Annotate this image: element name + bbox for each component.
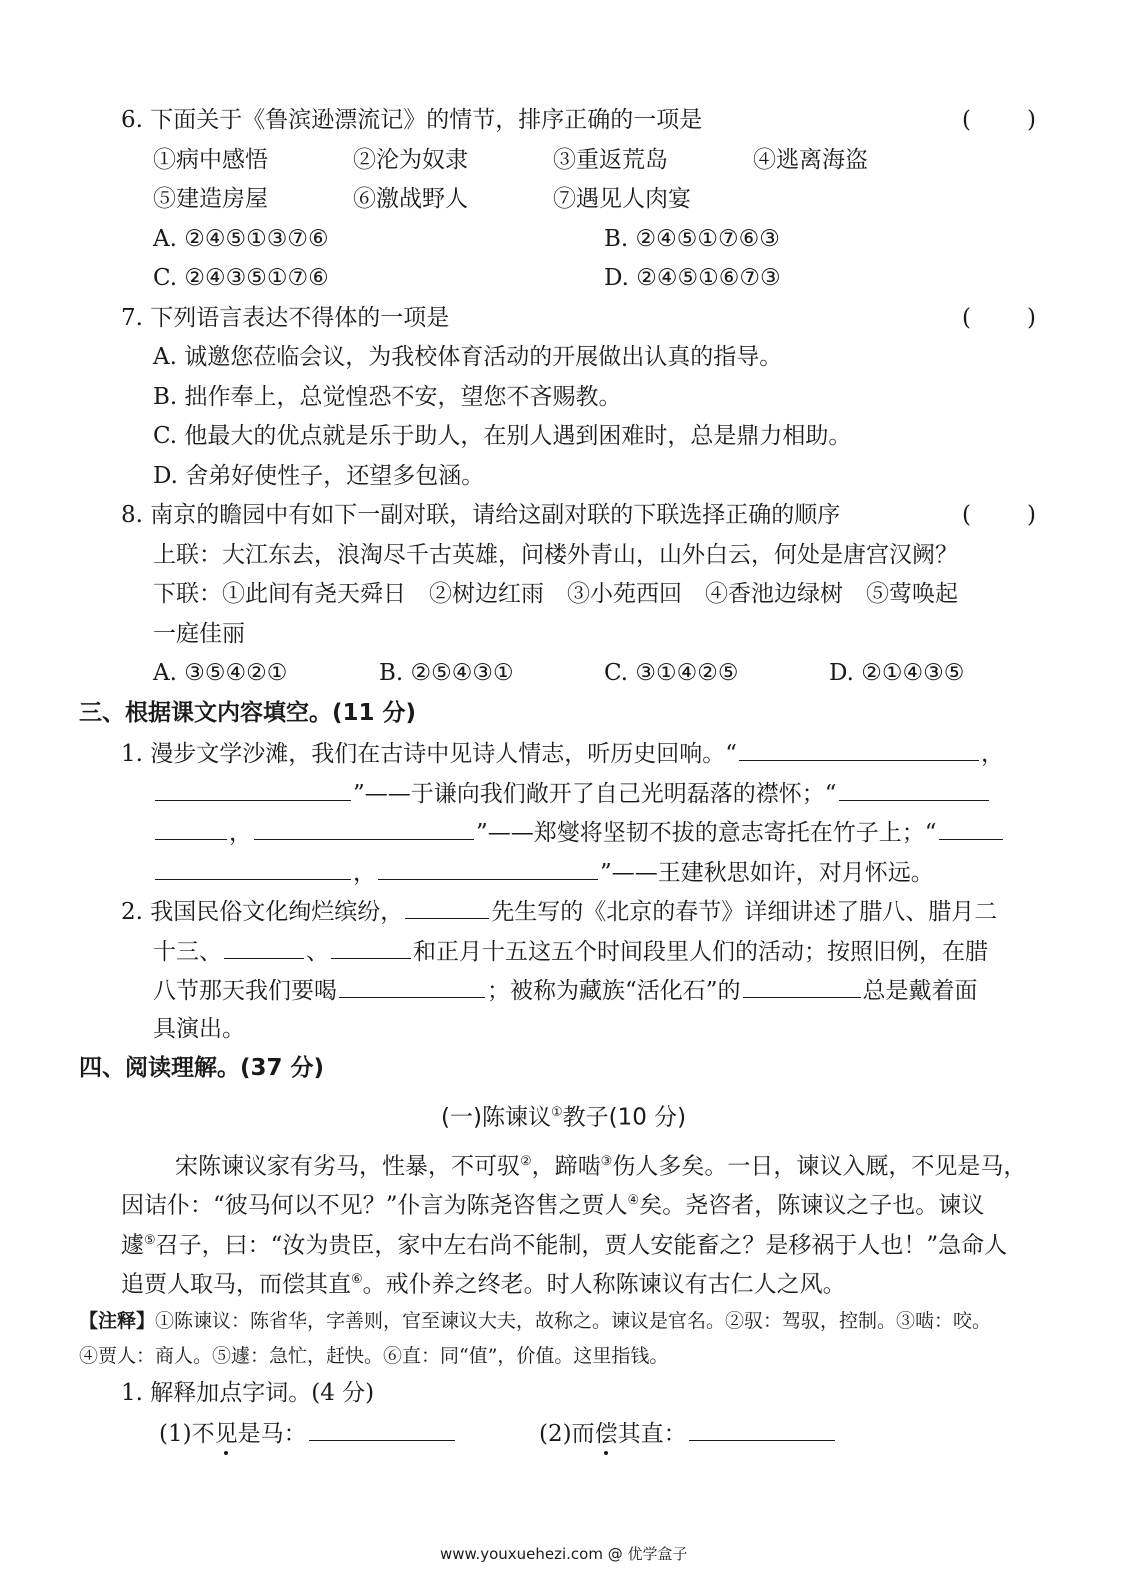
s3-q2-text: 十三、	[153, 939, 222, 965]
passage-title	[441, 1097, 686, 1134]
s3-q1-line3	[153, 815, 1005, 849]
s3-q1-text: ，	[229, 820, 252, 846]
s3-q2-text: 具演出。	[153, 1016, 245, 1042]
q7-option-c: C. 他最大的优点就是乐于助人，在别人遇到困难时，总是鼎力相助。	[153, 423, 852, 449]
annotation-line: ④贾人：商人。⑤遽：急忙，赶快。⑥直：同“值”，价值。这里指钱。	[79, 1345, 669, 1367]
fill-blank[interactable]	[331, 934, 411, 959]
q7-option-d: D. 舍弟好使性子，还望多包涵。	[153, 463, 485, 489]
s3-q2-text: 总是戴着面	[862, 978, 978, 1004]
footnote-marker: ③	[600, 1154, 613, 1169]
paren-open: (	[962, 305, 971, 331]
footnote-marker: ④	[627, 1193, 640, 1208]
q8-option-c: C. ③①④②⑤	[604, 660, 739, 686]
s3-q2-text: 先生写的《北京的春节》详细讲述了腊八、腊月二	[491, 899, 998, 925]
q7-stem: 7. 下列语言表达不得体的一项是	[121, 305, 450, 331]
q6-option-c: C. ②④③⑤①⑦⑥	[153, 265, 329, 291]
passage-line	[121, 1185, 984, 1222]
passage-text: 。戒仆养之终老。时人称陈谏议有古仁人之风。	[362, 1271, 846, 1298]
paren-close: )	[1027, 107, 1036, 133]
footnote-marker: ②	[520, 1154, 532, 1169]
q6-item: ①病中感悟	[153, 147, 268, 173]
footnote-marker: ⑤	[144, 1233, 156, 1248]
s3-q1-line4	[153, 855, 934, 889]
s3-q1-text: ，	[981, 741, 1005, 767]
passage-text: ，蹄啮	[531, 1153, 601, 1180]
fill-blank[interactable]	[155, 855, 351, 880]
q6-option-b: B. ②④⑤①⑦⑥③	[604, 226, 780, 252]
q-text: (2)而	[539, 1421, 595, 1447]
fill-blank[interactable]	[155, 815, 227, 840]
s4-q1-item	[159, 1416, 457, 1450]
q-text: (1)不	[159, 1421, 215, 1447]
fill-blank[interactable]	[339, 973, 485, 998]
passage-line	[121, 1225, 1007, 1262]
s3-q2-line1	[121, 894, 997, 928]
q-text: 其直：	[617, 1421, 687, 1447]
q7-answer-paren[interactable]	[962, 302, 1036, 334]
q6-item: ⑥激战野人	[353, 186, 468, 212]
q6-option-d: D. ②④⑤①⑥⑦③	[604, 265, 781, 291]
s3-q2-text: ；被称为藏族“活化石”的	[487, 978, 741, 1004]
annotation-line	[79, 1305, 991, 1337]
fill-blank[interactable]	[939, 815, 1003, 840]
q-text: 是马：	[237, 1421, 307, 1447]
dotted-char: 偿	[594, 1421, 618, 1447]
fill-blank[interactable]	[155, 776, 351, 801]
s3-q1-text: ”——王建秋思如许，对月怀远。	[600, 860, 934, 886]
q6-item: ③重返荒岛	[553, 147, 668, 173]
passage-line	[121, 1264, 846, 1301]
passage-text: 矣。尧咨者，陈谏议之子也。谏议	[639, 1192, 985, 1219]
s3-q2-text: 2. 我国民俗文化绚烂缤纷，	[121, 899, 404, 925]
passage-title-text: (一)陈谏议	[441, 1104, 551, 1131]
q6-stem: 6. 下面关于《鲁滨逊漂流记》的情节，排序正确的一项是	[121, 107, 703, 133]
fill-blank[interactable]	[309, 1416, 455, 1441]
q6-item: ⑤建造房屋	[153, 186, 268, 212]
s3-q1-line2	[153, 776, 991, 810]
q8-upper-couplet: 上联：大江东去，浪淘尽千古英雄，问楼外青山，山外白云，何处是唐宫汉阙？	[153, 542, 958, 568]
q7-option-b: B. 拙作奉上，总觉惶恐不安，望您不吝赐教。	[153, 384, 622, 410]
s3-q1-text: ”——郑燮将坚韧不拔的意志寄托在竹子上；“	[476, 820, 937, 846]
annotation-label: 【注释】	[79, 1310, 156, 1332]
paren-close: )	[1027, 502, 1036, 528]
q8-option-d: D. ②①④③⑤	[829, 660, 965, 686]
fill-blank[interactable]	[254, 815, 474, 840]
fill-blank[interactable]	[743, 973, 861, 998]
passage-text: 召子，曰：“汝为贵臣，家中左右尚不能制，贾人安能畜之？是移祸于人也！”急命人	[155, 1232, 1008, 1259]
footer-watermark: www.youxuehezi.com @ 优学盒子	[440, 1545, 688, 1563]
footnote-marker: ①	[550, 1105, 563, 1120]
fill-blank[interactable]	[689, 1416, 835, 1441]
passage-text: 伤人多矣。一日，谏议入厩，不见是马，	[612, 1153, 1027, 1180]
fill-blank[interactable]	[224, 934, 304, 959]
q8-stem: 8. 南京的瞻园中有如下一副对联，请给这副对联的下联选择正确的顺序	[121, 502, 841, 528]
fill-blank[interactable]	[378, 855, 598, 880]
q8-answer-paren[interactable]	[962, 499, 1036, 531]
s3-q2-line3	[153, 973, 978, 1007]
paren-open: (	[962, 107, 971, 133]
s3-q1-text: 1. 漫步文学沙滩，我们在古诗中见诗人情志，听历史回响。“	[121, 741, 738, 767]
s3-q2-text: 、	[306, 939, 329, 965]
passage-title-text: 教子(10 分)	[562, 1104, 687, 1131]
s3-q1-text: ，	[353, 860, 376, 886]
q8-option-a: A. ③⑤④②①	[153, 660, 288, 686]
annotation-text: ①陈谏议：陈省华，字善则，官至谏议大夫，故称之。谏议是官名。②驭：驾驭，控制。③啮：咬。	[155, 1310, 992, 1332]
s3-q1-text: ”——于谦向我们敞开了自己光明磊落的襟怀；“	[353, 781, 837, 807]
fill-blank[interactable]	[839, 776, 989, 801]
section4-title: 四、阅读理解。(37 分)	[79, 1055, 325, 1081]
s3-q2-text: 和正月十五这五个时间段里人们的活动；按照旧例，在腊	[413, 939, 988, 965]
passage-line	[175, 1146, 1026, 1183]
s3-q2-text: 八节那天我们要喝	[153, 978, 337, 1004]
passage-text: 遽	[121, 1232, 144, 1259]
s3-q2-line2	[153, 934, 988, 968]
passage-text: 追贾人取马，而偿其直	[121, 1271, 351, 1298]
q6-answer-paren[interactable]	[962, 104, 1036, 136]
passage-text: 因诘仆：“彼马何以不见？”仆言为陈尧咨售之贾人	[121, 1192, 628, 1219]
fill-blank[interactable]	[739, 736, 979, 761]
paren-close: )	[1027, 305, 1036, 331]
q6-item: ⑦遇见人肉宴	[553, 186, 691, 212]
s3-q1-line1	[121, 736, 1004, 770]
dotted-char: 见	[214, 1421, 238, 1447]
q6-option-a: A. ②④⑤①③⑦⑥	[153, 226, 329, 252]
q6-item: ④逃离海盗	[753, 147, 868, 173]
q6-item: ②沦为奴隶	[353, 147, 468, 173]
paren-open: (	[962, 502, 971, 528]
q8-lower-couplet-cont: 一庭佳丽	[153, 621, 245, 647]
passage-text: 宋陈谏议家有劣马，性暴，不可驭	[175, 1153, 520, 1180]
q7-option-a: A. 诚邀您莅临会议，为我校体育活动的开展做出认真的指导。	[153, 344, 783, 370]
q8-lower-couplet: 下联：①此间有尧天舜日 ②树边红雨 ③小苑西回 ④香池边绿树 ⑤莺唤起	[153, 581, 958, 607]
s4-q1-stem: 1. 解释加点字词。(4 分)	[121, 1380, 375, 1406]
s4-q1-item	[539, 1416, 837, 1450]
footnote-marker: ⑥	[351, 1272, 363, 1287]
fill-blank[interactable]	[405, 894, 489, 919]
q8-option-b: B. ②⑤④③①	[379, 660, 514, 686]
section3-title: 三、根据课文内容填空。(11 分)	[79, 700, 417, 726]
